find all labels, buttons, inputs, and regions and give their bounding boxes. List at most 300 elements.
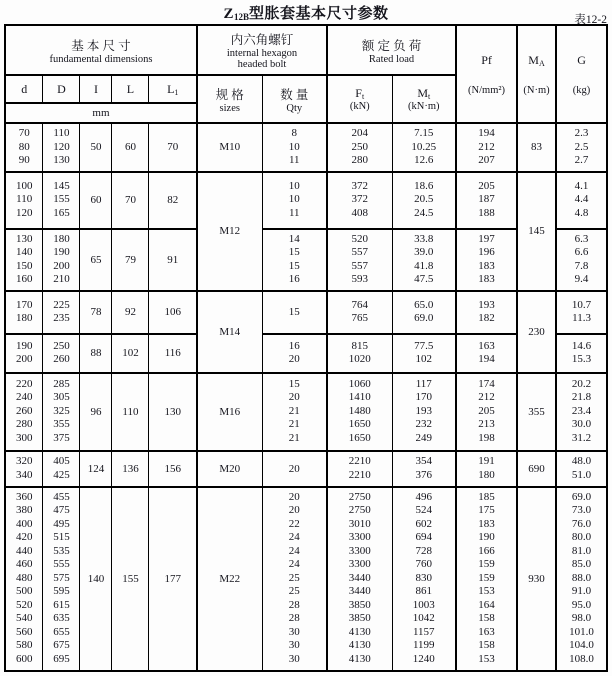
dimension-parameters-table (4, 24, 608, 672)
value-line: 2210 (348, 468, 371, 481)
cell-D (43, 123, 80, 172)
cell-G (556, 487, 607, 671)
value-line: 2750 (348, 504, 371, 517)
value-line: 104.0 (569, 639, 594, 652)
title-text: 型胀套基本尺寸参数 (249, 6, 389, 22)
cell-bolt-size: M22 (197, 487, 262, 671)
value-line: 7.15 (414, 127, 434, 139)
cell-l: 140 (80, 487, 112, 671)
header-dims-cn: 基 本 尺 寸 (71, 38, 131, 53)
cell-L: 102 (112, 334, 149, 373)
value-line: 440 (15, 544, 33, 557)
cell-D (43, 291, 80, 334)
cell-Mt (392, 334, 456, 373)
value-line: 10 (288, 140, 300, 153)
cell-Pf (456, 334, 517, 373)
value-line: 635 (53, 612, 70, 625)
value-line: 14.6 (571, 339, 592, 352)
value-line: 11 (288, 154, 300, 166)
cell-d (5, 123, 43, 172)
value-line: 815 (351, 339, 369, 352)
value-line: 21 (288, 404, 300, 417)
value-line: 540 (15, 612, 33, 625)
value-line: 695 (53, 652, 70, 665)
value-line: 354 (415, 455, 433, 467)
value-line: 615 (53, 598, 70, 611)
value-line: 360 (15, 490, 33, 503)
value-line: 16 (288, 273, 300, 285)
value-line: 3010 (348, 517, 371, 530)
header-ma-base: M (528, 52, 539, 67)
value-line: 580 (15, 639, 33, 652)
value-line: 4130 (348, 652, 371, 665)
value-line: 20 (288, 504, 300, 517)
value-line: 81.0 (571, 544, 592, 557)
value-line: 23.4 (571, 404, 592, 417)
value-line: 25 (288, 585, 300, 598)
value-line: 235 (53, 312, 70, 324)
header-ma-unit: (N·m) (523, 84, 550, 96)
value-line: 10.7 (571, 298, 592, 311)
value-line: 200 (15, 353, 33, 365)
value-line: 405 (53, 455, 70, 467)
value-line: 69.0 (571, 490, 592, 503)
table-number: 表12-2 (574, 14, 607, 26)
header-load-en: Rated load (368, 53, 415, 65)
data-group-1 (5, 123, 607, 172)
value-line: 655 (53, 625, 70, 638)
value-line: 51.0 (571, 468, 592, 481)
value-line: 425 (53, 468, 70, 481)
cell-L1: 156 (149, 451, 197, 487)
header-ma-subscript: A (538, 58, 545, 68)
header-col-L1-subscript: 1 (174, 87, 179, 97)
cell-Ft (327, 123, 392, 172)
value-line: 110 (16, 193, 33, 206)
value-line: 205 (478, 404, 495, 417)
value-line: 24 (288, 544, 300, 557)
value-line: 1199 (412, 639, 435, 652)
value-line: 180 (15, 312, 33, 324)
value-line: 376 (415, 468, 433, 481)
header-pf-symbol: Pf (481, 52, 492, 67)
value-line: 182 (478, 312, 495, 324)
value-line: 593 (351, 273, 369, 285)
value-line: 6.3 (574, 232, 589, 245)
value-line: 163 (478, 625, 495, 638)
title-model: Z (223, 6, 234, 22)
cell-L1: 130 (149, 373, 197, 451)
cell-D (43, 451, 80, 487)
value-line: 375 (53, 431, 70, 444)
header-mt-subscript: t (427, 92, 431, 101)
value-line: 11 (288, 206, 300, 219)
value-line: 194 (478, 353, 495, 365)
cell-L: 79 (112, 229, 149, 291)
cell-Mt (392, 123, 456, 172)
value-line: 1003 (412, 598, 435, 611)
data-group-4 (5, 291, 607, 334)
header-g-unit: (kg) (572, 84, 591, 96)
value-line: 2.3 (574, 127, 589, 139)
value-line: 1410 (348, 391, 371, 404)
header-pf-unit: (N/mm²) (468, 84, 506, 96)
header-g (556, 25, 607, 123)
value-line: 164 (478, 598, 495, 611)
value-line: 495 (53, 517, 70, 530)
header-ma-symbol (518, 53, 555, 68)
value-line: 325 (53, 404, 70, 417)
cell-qty (262, 373, 327, 451)
data-group-7 (5, 451, 607, 487)
value-line: 30 (288, 625, 300, 638)
value-line: 4.4 (574, 193, 589, 206)
value-line: 300 (15, 431, 33, 444)
value-line: 3300 (348, 544, 371, 557)
value-line: 1157 (412, 625, 435, 638)
value-line: 120 (53, 140, 70, 153)
value-line: 2.7 (574, 154, 589, 166)
value-line: 21 (288, 431, 300, 444)
value-line: 165 (53, 206, 70, 219)
value-line: 400 (15, 517, 33, 530)
value-line: 20 (288, 490, 300, 503)
value-line: 8 (291, 127, 297, 139)
cell-bolt-size: M12 (197, 172, 262, 291)
header-qty-en: Qty (286, 102, 303, 114)
value-line: 760 (415, 558, 433, 571)
header-mt-unit: (kN·m) (408, 101, 440, 112)
value-line: 130 (15, 232, 33, 245)
header-col-L1-base: L (167, 81, 175, 96)
data-group-3 (5, 229, 607, 291)
value-line: 460 (15, 558, 33, 571)
value-line: 830 (415, 571, 433, 584)
cell-L1: 70 (149, 123, 197, 172)
header-sizes-en: sizes (219, 102, 240, 114)
header-col-mt (392, 75, 456, 123)
cell-Mt (392, 291, 456, 334)
cell-Ft (327, 229, 392, 291)
value-line: 260 (53, 353, 70, 365)
value-line: 80 (18, 140, 30, 153)
value-line: 24 (288, 558, 300, 571)
header-rated-load (327, 25, 456, 75)
value-line: 90 (18, 154, 30, 166)
value-line: 110 (53, 127, 70, 139)
cell-Ft (327, 334, 392, 373)
value-line: 1650 (348, 418, 371, 431)
value-line: 232 (415, 418, 433, 431)
value-line: 153 (478, 652, 495, 665)
cell-d (5, 291, 43, 334)
value-line: 220 (15, 377, 33, 390)
value-line: 560 (15, 625, 33, 638)
cell-L: 136 (112, 451, 149, 487)
cell-L: 60 (112, 123, 149, 172)
cell-Ft (327, 172, 392, 229)
cell-MA: 355 (517, 373, 556, 451)
cell-Ft (327, 451, 392, 487)
value-line: 408 (351, 206, 369, 219)
cell-d (5, 451, 43, 487)
value-line: 15.3 (571, 353, 592, 365)
value-line: 557 (351, 246, 369, 258)
cell-Pf (456, 451, 517, 487)
cell-L1: 106 (149, 291, 197, 334)
value-line: 1042 (412, 612, 435, 625)
value-line: 183 (478, 517, 495, 530)
cell-L: 155 (112, 487, 149, 671)
value-line: 557 (351, 259, 369, 272)
value-line: 25 (288, 571, 300, 584)
value-line: 4.1 (574, 179, 589, 192)
value-line: 500 (15, 585, 33, 598)
cell-Pf (456, 172, 517, 229)
value-line: 41.8 (414, 259, 434, 272)
cell-l: 96 (80, 373, 112, 451)
cell-bolt-size: M14 (197, 291, 262, 373)
value-line: 170 (15, 298, 33, 311)
value-line: 108.0 (569, 652, 594, 665)
header-ft-symbol (328, 86, 392, 101)
cell-L: 92 (112, 291, 149, 334)
cell-L1: 177 (149, 487, 197, 671)
value-line: 28 (288, 612, 300, 625)
cell-G (556, 373, 607, 451)
value-line: 205 (478, 179, 495, 192)
value-line: 250 (351, 140, 369, 153)
title-model-subscript: 12B (233, 12, 249, 22)
header-bolt-en1: internal hexagon (226, 48, 298, 59)
value-line: 33.8 (414, 232, 434, 245)
value-line: 193 (478, 298, 495, 311)
header-col-L: L (112, 75, 149, 103)
value-line: 575 (53, 571, 70, 584)
value-line: 524 (415, 504, 433, 517)
cell-MA: 930 (517, 487, 556, 671)
value-line: 145 (53, 179, 70, 192)
cell-Mt (392, 172, 456, 229)
value-line: 10.25 (411, 140, 437, 153)
page-title (223, 6, 388, 22)
value-line: 140 (15, 246, 33, 258)
value-line: 39.0 (414, 246, 434, 258)
cell-MA: 83 (517, 123, 556, 172)
cell-d (5, 373, 43, 451)
cell-D (43, 334, 80, 373)
cell-Mt (392, 487, 456, 671)
cell-MA: 690 (517, 451, 556, 487)
value-line: 47.5 (414, 273, 434, 285)
value-line: 535 (53, 544, 70, 557)
cell-qty (262, 172, 327, 229)
value-line: 160 (15, 273, 33, 285)
header-ft-unit: (kN) (349, 101, 370, 112)
value-line: 4.8 (574, 206, 589, 219)
header-load-cn: 额 定 负 荷 (361, 38, 422, 53)
header-qty-cn: 数 量 (280, 87, 309, 102)
value-line: 6.6 (574, 246, 589, 258)
value-line: 602 (415, 517, 433, 530)
cell-d (5, 229, 43, 291)
value-line: 30.0 (571, 418, 592, 431)
cell-Pf (456, 123, 517, 172)
value-line: 95.0 (571, 598, 592, 611)
value-line: 250 (53, 339, 70, 352)
value-line: 1020 (348, 353, 371, 365)
header-col-ft (327, 75, 392, 123)
value-line: 280 (351, 154, 369, 166)
cell-L1: 91 (149, 229, 197, 291)
header-mm-unit: mm (5, 103, 197, 123)
cell-Pf (456, 487, 517, 671)
cell-d (5, 334, 43, 373)
value-line: 197 (478, 232, 495, 245)
value-line: 213 (478, 418, 495, 431)
value-line: 3300 (348, 531, 371, 544)
value-line: 555 (53, 558, 70, 571)
value-line: 10 (288, 193, 300, 206)
value-line: 174 (478, 377, 495, 390)
cell-G (556, 229, 607, 291)
cell-qty: 15 (262, 291, 327, 334)
value-line: 88.0 (571, 571, 592, 584)
value-line: 200 (53, 259, 70, 272)
value-line: 170 (415, 391, 433, 404)
value-line: 3850 (348, 598, 371, 611)
cell-D (43, 172, 80, 229)
value-line: 100 (15, 179, 33, 192)
value-line: 166 (478, 544, 495, 557)
header-col-l: I (80, 75, 112, 103)
cell-l: 78 (80, 291, 112, 334)
value-line: 372 (351, 179, 369, 192)
value-line: 20.2 (571, 377, 592, 390)
value-line: 30 (288, 639, 300, 652)
cell-L: 110 (112, 373, 149, 451)
cell-Pf (456, 229, 517, 291)
value-line: 280 (15, 418, 33, 431)
value-line: 22 (288, 517, 300, 530)
header-hex-bolt (197, 25, 327, 75)
table-header (5, 25, 607, 123)
cell-Ft (327, 291, 392, 334)
header-col-d: d (5, 75, 43, 103)
value-line: 102 (415, 353, 433, 365)
header-ft-subscript: t (361, 92, 365, 101)
value-line: 496 (415, 490, 433, 503)
value-line: 11.3 (572, 312, 591, 324)
value-line: 190 (15, 339, 33, 352)
data-group-2 (5, 172, 607, 229)
value-line: 600 (15, 652, 33, 665)
value-line: 1650 (348, 431, 371, 444)
value-line: 188 (478, 206, 495, 219)
value-line: 7.8 (574, 259, 589, 272)
cell-L: 70 (112, 172, 149, 229)
header-pf (456, 25, 517, 123)
value-line: 4130 (348, 639, 371, 652)
value-line: 30 (288, 652, 300, 665)
value-line: 187 (478, 193, 495, 206)
data-group-5 (5, 334, 607, 373)
value-line: 163 (478, 339, 495, 352)
title-row (0, 2, 612, 24)
value-line: 12.6 (414, 154, 434, 166)
value-line: 91.0 (571, 585, 592, 598)
header-ft-base: F (355, 86, 362, 100)
value-line: 159 (478, 558, 495, 571)
value-line: 65.0 (414, 298, 434, 311)
value-line: 16 (288, 339, 300, 352)
value-line: 515 (53, 531, 70, 544)
value-line: 764 (351, 298, 369, 311)
value-line: 520 (351, 232, 369, 245)
value-line: 15 (288, 377, 300, 390)
cell-MA: 230 (517, 291, 556, 373)
cell-L1: 116 (149, 334, 197, 373)
value-line: 2.5 (574, 140, 589, 153)
cell-Mt (392, 229, 456, 291)
header-ma (517, 25, 556, 123)
value-line: 340 (15, 468, 33, 481)
cell-Mt (392, 451, 456, 487)
value-line: 24 (288, 531, 300, 544)
value-line: 1480 (348, 404, 371, 417)
value-line: 475 (53, 504, 70, 517)
value-line: 31.2 (571, 431, 592, 444)
value-line: 101.0 (569, 625, 594, 638)
value-line: 73.0 (571, 504, 592, 517)
cell-l: 50 (80, 123, 112, 172)
header-col-sizes (197, 75, 262, 123)
value-line: 225 (53, 298, 70, 311)
value-line: 355 (53, 418, 70, 431)
value-line: 3440 (348, 585, 371, 598)
value-line: 117 (415, 377, 432, 390)
value-line: 18.6 (414, 179, 434, 192)
table-body (5, 123, 607, 671)
cell-d (5, 487, 43, 671)
value-line: 204 (351, 127, 369, 139)
value-line: 158 (478, 639, 495, 652)
cell-bolt-size: M16 (197, 373, 262, 451)
value-line: 1240 (412, 652, 435, 665)
cell-qty (262, 229, 327, 291)
cell-Ft (327, 487, 392, 671)
value-line: 24.5 (414, 206, 434, 219)
header-sizes-cn: 规 格 (215, 87, 244, 102)
value-line: 194 (478, 127, 495, 139)
header-col-D: D (43, 75, 80, 103)
value-line: 28 (288, 598, 300, 611)
value-line: 320 (15, 455, 33, 467)
cell-MA: 145 (517, 172, 556, 291)
value-line: 191 (478, 455, 495, 467)
data-group-6 (5, 373, 607, 451)
value-line: 175 (478, 504, 495, 517)
header-g-symbol: G (577, 52, 586, 67)
value-line: 380 (15, 504, 33, 517)
value-line: 455 (53, 490, 70, 503)
value-line: 70 (18, 127, 30, 139)
cell-Ft (327, 373, 392, 451)
data-group-8 (5, 487, 607, 671)
cell-d (5, 172, 43, 229)
value-line: 207 (478, 154, 495, 166)
value-line: 249 (415, 431, 433, 444)
